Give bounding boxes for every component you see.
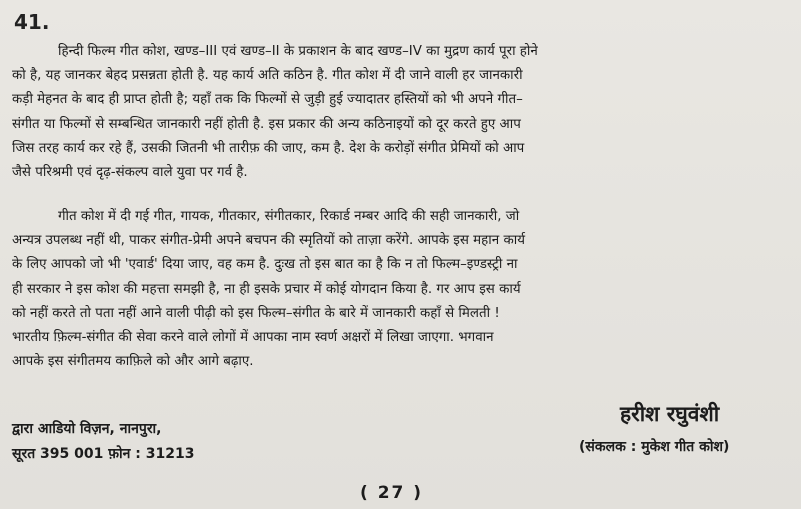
address-line-1: द्वारा आडियो विज़न, नानपुरा, xyxy=(12,421,162,437)
paragraph-line: के लिए आपको जो भी 'एवार्ड' दिया जाए, वह कम है. दुःख तो इस बात का है कि न तो फिल्म–इण्डस्ट्री ना xyxy=(12,257,518,273)
paragraph-line: अन्यत्र उपलब्ध नहीं थी, पाकर संगीत-प्रेमी अपने बचपन की स्मृतियों को ताज़ा करेंगे. आपके इस महान कार्य xyxy=(12,233,525,249)
paragraph-line: जैसे परिश्रमी एवं दृढ़-संकल्प वाले युवा पर गर्व है. xyxy=(12,165,248,181)
address-line-2: सूरत 395 001 फ़ोन : 31213 xyxy=(12,446,195,462)
paragraph-line: संगीत या फिल्मों से सम्बन्धित जानकारी नहीं होती है. इस प्रकार की अन्य कठिनाइयों को दूर करते हुए आप xyxy=(12,116,521,132)
paragraph-line: आपके इस संगीतमय काफ़िले को और आगे बढ़ाए. xyxy=(12,354,254,370)
signature-role: (संकलक : मुकेश गीत कोश) xyxy=(579,439,730,455)
paragraph-line: को है, यह जानकर बेहद प्रसन्नता होती है. यह कार्य अति कठिन है. गीत कोश में दी जाने वाली हर जानकारी xyxy=(12,68,523,84)
item-number: 41. xyxy=(14,10,50,34)
signature-name: हरीश रघुवंशी xyxy=(620,402,720,426)
paragraph-2 xyxy=(12,205,788,374)
paragraph-line: ही सरकार ने इस कोश की महत्ता समझी है, ना ही इसके प्रचार में कोई योगदान किया है. गर आप इस कार्य xyxy=(12,281,521,297)
paragraph-line: भारतीय फ़िल्म-संगीत की सेवा करने वाले लोगों में आपका नाम स्वर्ण अक्षरों में लिखा जाएगा. भगवान xyxy=(12,330,494,346)
paragraph-1 xyxy=(12,40,788,185)
paragraph-line: को नहीं करते तो पता नहीं आने वाली पीढ़ी को इस फिल्म–संगीत के बारे में जानकारी कहाँ से मिलती ! xyxy=(12,305,500,321)
page-number: ( 27 ) xyxy=(360,483,424,503)
paragraph-line: जिस तरह कार्य कर रहे हैं, उसकी जितनी भी तारीफ़ की जाए, कम है. देश के करोड़ों संगीत प्रेमियों को आप xyxy=(12,140,525,156)
paragraph-line: गीत कोश में दी गई गीत, गायक, गीतकार, संगीतकार, रिकार्ड नम्बर आदि की सही जानकारी, जो xyxy=(58,209,520,224)
paragraph-line: कड़ी मेहनत के बाद ही प्राप्त होती है; यहाँ तक कि फिल्मों से जुड़ी हुई ज्यादातर हस्तियों को भी अपने गीत– xyxy=(12,92,523,108)
paragraph-line: हिन्दी फिल्म गीत कोश, खण्ड–III एवं खण्ड–II के प्रकाशन के बाद खण्ड–IV का मुद्रण कार्य पूरा होने xyxy=(58,44,538,59)
